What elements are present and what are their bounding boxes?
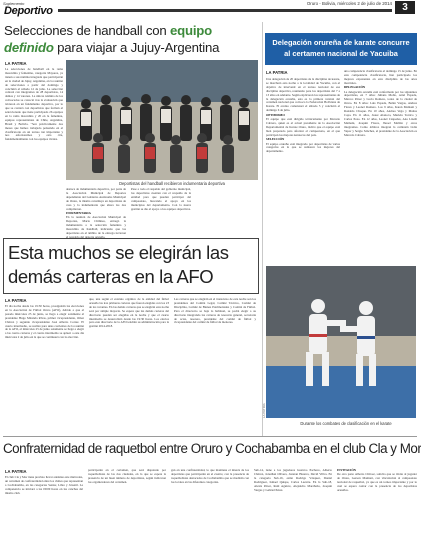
- afo-col1: El día noche desde las 19:30 horas, prosiguirán las elecciones en la Asociación de Fútbol Oruro (AFO), debido a que el pasado miércoles 25 de junio, se llegó a elegir solamente al presidente Hugo Miranda Rivas, primer vicepresidente, Omar Chávez y segundo vicepresidente José Alberto Cortez. El cuarto intermedio, se realizó para unas corrientes de la reunión de la AFO, el miércoles 25 de junio solamente se llegó a elegir a las cuatro carteras y el cuarto intermedio se aplazó a este día miércoles 2 de julio en la que se continuará con la elección.: [5, 304, 84, 340]
- raquetbol-col5: [337, 469, 417, 542]
- handball-tag: LA PATRIA: [5, 61, 27, 66]
- raquetbol-col4: Sub-14, tiene a los jugadores Gustavo Pacheco, Alberto Chávez, Jonathan Olivera, Jonatan Huanca, David Villca. En la categoría Sub-16, están Rodrigo Vásquez, Daniel Rodríguez, Ismael Quispe, Carlos Lazarte. En la Sub-18, Alexis Pérez, Raúl Aguirre, Alejandro Marzhaba, Joaquín Vargas y Gabriel Pérez.: [254, 468, 332, 492]
- afo-headline-2: demás carteras en la AFO: [8, 266, 214, 287]
- handball-headline-line2-highlight: definido: [4, 40, 54, 55]
- logo-top-text: Suplemento: [3, 1, 25, 6]
- afo-col3: Las carteras que se elegirán en el transcurso de esta noche son los presidentes del Comité Legal, Comité Técnico, Comité de Disciplina, Comité de Bienes Patrimoniales y Comité de Fútbol. Para el directorio se baja lo habitual, se podrá elegir a su directorio integrando las carteras de tesorería general, secretaría de actas, tesorero, presidente del comité de fútbol y vicepresidente del comité de fútbol de menores.: [174, 297, 256, 325]
- karate-col2-subhead: DELEGACIÓN: [344, 85, 366, 90]
- raquetbol-col1: El club Cla y Mor tiene previsto llevar adelante este miércoles, un certamen de confraternidad entre los clubes que representan a Cochabamba, en las categorías Senior, Libre y Juvenil. La competencia se iniciará a las 09:00 horas en las canchas del mismo club.: [5, 475, 83, 495]
- handball-col1: La selecciones de handball en la rama masculina y femenina, categoría Mayores, ya tienen a sus nómina integrada que participarán en la ciudad de Jujuy, Argentina, en la reunión de selecciones a partir del domingo y concluirá el sábado 12 de julio. La selección contará con integrantes de 28 deportistas, 14 damas y 14 varones. La únicas nómina de los convocados se conoció tras la evaluación que tuvieron en un fundamento deportivo, por lo que se contará con deportistas que forman el seleccionado que tiene participado 26 equipos en la rama masculina y 20 en la femenina, equipos representantes de Chile, Argentina, Brasil y Bolivia. "Son prácticamente dos meses que hemos trabajado pensando en el clasificatorio en un torneo tan importante y nos esforzaremos y esta cita, fundamentalmente con los equipos rivales.: [5, 67, 63, 142]
- karate-col2b-text: La delegación orureña está conformada por los siguientes deportistas, en 7 años: Juliana Mollo, Ariel Espada, Marcos Pérez y Lucía Romero, todos de la ciudad de Oruro. En 8 años: Luis Espada, Belén Vargas, Andrea Flores y Leonel Romero. Los 9 años, Karen Mamani y Ronaldo Choque. En 10 años, Andrea Vega y Matías Copa. En 11 años, Josué Alanoca, Mariela Torrico y Carlos Pozo. En 12 años, Leonel Céspedes, Ana Lizeth Mamani, Joaquín Flores, Jhosel Mallón y otros integrantes. Como árbitros integran la comisión Lidia Vapor y Sergio Sánchez, el presidente de la Asociación es Marcelo Cabrera.: [344, 89, 417, 137]
- karate-headline-banner: [265, 33, 417, 65]
- handball-headline-main: Selecciones de handball con: [4, 23, 167, 38]
- karate-col2: [344, 70, 417, 264]
- karate-headline-2: al certamen nacional de Yacuiba: [284, 49, 398, 58]
- handball-photo: [66, 60, 258, 180]
- karate-col1c-text: El equipo orureño está integrado por deportistas de varias categorías en la que se sumaron los mejores del departamento.: [266, 141, 340, 154]
- karate-tag-vertical: LA PATRIA: [262, 403, 266, 418]
- raquetbol-col5-subhead: INVITACIÓN: [337, 468, 357, 472]
- karate-col1-subhead: OPTIMISMO: [266, 112, 285, 117]
- karate-match-illustration: [266, 266, 416, 418]
- page-number: 3: [402, 2, 408, 13]
- handball-headline-line2-rest: para viajar a Jujuy-Argentina: [57, 40, 220, 55]
- handball-col2-subhead: INDUMENTARIA: [66, 210, 91, 215]
- masthead-logo: [3, 1, 55, 18]
- raquetbol-col3: gan en una confraternidad, lo que mantiene el interés de los deportistas que participarán en el evento; con la presencia de raquetbolistas destacados de Cochabamba que se medirán con los locales en las diferentes categorías.: [171, 468, 249, 484]
- raquetbol-top-rule: [3, 436, 417, 437]
- karate-col2-text: una competencia clasificatoria el domingo 15 de junio. En esta competencia clasificatoria, han participado los mejores exponentes en esta disciplina de las artes marciales.: [344, 69, 417, 85]
- afo-tag: LA PATRIA: [5, 298, 27, 303]
- page-number-box: [395, 1, 415, 14]
- dateline: Oruro - Bolivia, miércoles 2 de julio de 2014: [306, 1, 392, 6]
- karate-tag: LA PATRIA: [266, 70, 288, 75]
- karate-headline-1: Delegación orureña de karate concurre: [272, 38, 410, 47]
- handball-photo-caption: Deportistas del handball recibieron indumentaria deportiva: [119, 181, 225, 186]
- karate-photo: [266, 266, 416, 418]
- masthead: [0, 0, 420, 20]
- handball-col2-text: destaca de indumentaria deportiva, por parte de la Asociación Municipal de Deportes dependiente del Gobierno Autónomo Municipal de Oruro, la misma constituye en deportistas de casa y la indumentaria que ahora los dos compitieron.: [66, 187, 126, 211]
- handball-headline-highlight: equipo: [169, 23, 212, 38]
- masthead-bar: [58, 9, 392, 12]
- afo-headline-1: Esta muchos se elegirán las: [8, 242, 229, 263]
- handball-col2: [66, 187, 126, 239]
- karate-col1: [266, 78, 340, 264]
- afo-col2: que, una según el estatuto orgánico de la entidad del fútbol orureño las tres primeras carteras que fueron elegidas con los 23 de los votantes. En las demás carteras que se elegirán esta noche será por simple mayoría. Se espera que las demás carteras del directorio puedan ser elegidas en la noche y que el cuarto intermedio se desarrollará desde las 19:30 horas. Los electos para este directorio de la AFO tendrán su administración para la gestión 2014-2018.: [89, 297, 169, 329]
- handball-col2b-text: En la reunión de Asociación Municipal de Deportes, María Chilinea, entregó la indumentaria a la selección femenina y masculina de handball, indicando que las deportistas en el ámbito de la entrega tuvieron el respaldo del deporte orureño.: [66, 215, 126, 239]
- raquetbol-headline: Confraternidad de raquetbol entre Oruro y Cochabamba en el club Cla y Mor: [3, 441, 421, 456]
- raquetbol-col5-text: De otra parte Alberto Chávez, solicita que se invite al jugador de Oruro, Gerson Mamani, con vinculación al campeonato nacional de raquetbol, ya que es un torneo importante y por lo cual se espera contar con la presencia de los deportistas orureños.: [337, 472, 417, 493]
- logo-main-text: Deportivo: [4, 5, 53, 17]
- karate-col1-subhead2: SELECCIÓN: [266, 137, 285, 142]
- raquetbol-col2: participarán en el certamen, que será disputado por raquetbolistas de las dos ciudades, en la que se espera la presencia de un buen número de deportistas, según indicaron los organizadores del certamen.: [88, 468, 166, 484]
- karate-photo-caption: Durante los combates de clasificación en el karate: [300, 421, 392, 426]
- handball-team-illustration: [66, 60, 258, 180]
- handball-headline-2: [4, 40, 260, 56]
- raquetbol-tag: LA PATRIA: [5, 469, 27, 474]
- handball-col3: Pese a todo el respaldo del gobierno municipal, los deportistas cuentan con el respaldo de la entidad para que puedan participar del campeonato, buscando el apoyo en los municipios del departamento. Con la nueva gestión se dio el apoyo a los equipos deportivos.: [131, 187, 191, 211]
- karate-col1b-text: El equipo que está dirigido técnicamente por Marcelo Cabrera, quien es el actual presidente de la Asociación Departamental de Karate Oruro, indicó que el equipo está bien preparado para afrontar el campeonato, en el que participan los mejores karatecas del país.: [266, 117, 340, 137]
- column-divider: [262, 22, 263, 436]
- karate-col1-text: Una delegación de 20 deportistas de la disciplina de karate, se marchará esta noche a la localidad de Yacuiba, con el objetivo de intervenir en el torneo nacional de esa disciplina deportiva, reuniendo para los deportistas del 7 a 13 años en adelante. Según explicaron los representantes de la delegación orureña, esta es la primera versión del certamen nacional que convoca la Federación Boliviana de Karate. El evento comenzará el sábado 5 y concluirá el domingo 6 de julio.: [266, 77, 340, 113]
- afo-headline-frame: [3, 238, 259, 294]
- handball-headline-1: [4, 23, 260, 39]
